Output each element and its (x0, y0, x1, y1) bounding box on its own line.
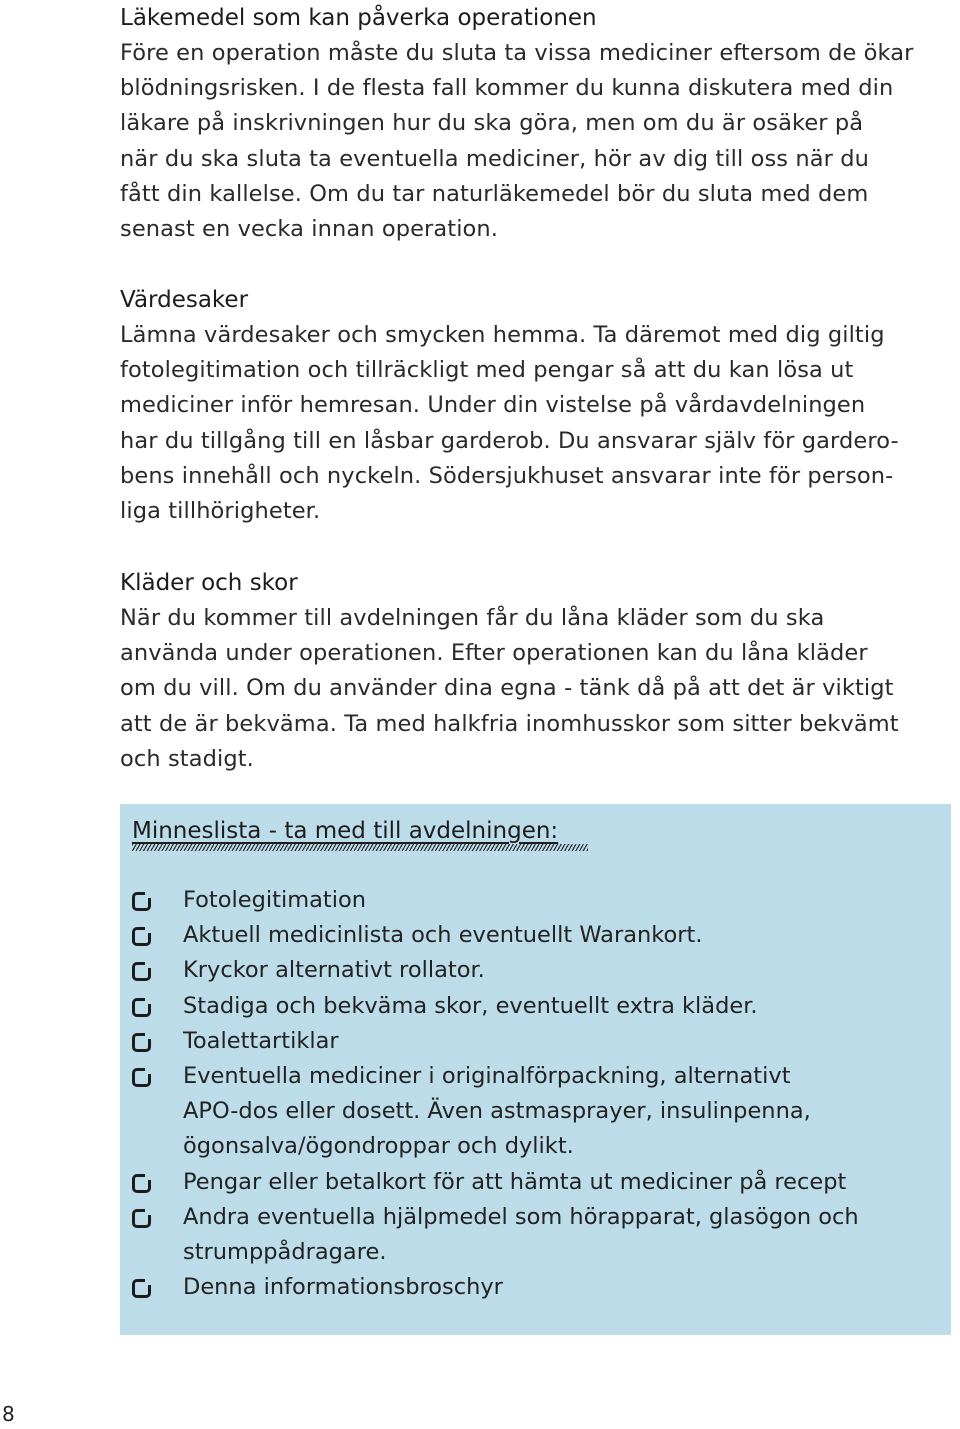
checklist-item (120, 1270, 951, 1305)
page-number: 8 (2, 1402, 15, 1426)
paragraph-line: Lämna värdesaker och smycken hemma. Ta däremot med dig giltig (120, 322, 885, 348)
section-heading: Kläder och skor (120, 570, 298, 596)
paragraph-line: blödningsrisken. I de flesta fall kommer du kunna diskutera med din (120, 75, 894, 102)
section-klader-och-skor (120, 566, 955, 777)
checklist-title: Minneslista - ta med till avdelningen: (132, 818, 559, 844)
checkbox-icon (132, 892, 151, 911)
checklist-item-text: Denna informationsbroschyr (183, 1274, 503, 1301)
section-heading: Läkemedel som kan påverka operationen (120, 5, 597, 31)
paragraph-line: senast en vecka innan operation. (120, 216, 499, 243)
section-heading: Värdesaker (120, 287, 249, 313)
checklist-item-text: Fotolegitimation (183, 887, 366, 913)
checkbox-icon (132, 1174, 151, 1193)
checklist-item (120, 883, 951, 918)
paragraph-line: mediciner inför hemresan. Under din vistelse på vårdavdelningen (120, 392, 866, 419)
paragraph-line: har du tillgång till en låsbar garderob. Du ansvarar själv för gardero- (120, 427, 899, 454)
checkbox-icon (132, 927, 151, 946)
checklist-item-text: Aktuell medicinlista och eventuellt Warankort. (183, 922, 703, 949)
paragraph-line: fotolegitimation och tillräckligt med pengar så att du kan lösa ut (120, 357, 854, 384)
paragraph-line: fått din kallelse. Om du tar naturläkemedel bör du sluta med dem (120, 180, 869, 207)
section-paragraph (120, 318, 955, 529)
checklist-item (120, 918, 951, 953)
checklist-item (120, 1059, 951, 1165)
checkbox-icon (132, 1033, 151, 1052)
paragraph-line: att de är bekväma. Ta med halkfria inomhusskor som sitter bekvämt (120, 710, 899, 737)
checkbox-icon (132, 1279, 151, 1298)
checklist-item-text: APO-dos eller dosett. Även astmasprayer, insulinpenna, (183, 1098, 811, 1125)
paragraph-line: När du kommer till avdelningen får du låna kläder som du ska (120, 605, 825, 631)
section-lakemedel (120, 1, 955, 247)
checkbox-icon (132, 998, 151, 1017)
checklist-item-text: Pengar eller betalkort för att hämta ut mediciner på recept (183, 1168, 847, 1195)
checklist-box (120, 804, 951, 1335)
paragraph-line: och stadigt. (120, 745, 254, 772)
checklist (120, 883, 951, 1305)
checklist-item (120, 1165, 951, 1200)
checklist-item (120, 953, 951, 988)
checklist-item-text: Kryckor alternativt rollator. (183, 957, 485, 984)
paragraph-line: om du vill. Om du använder dina egna - tänk då på att det är viktigt (120, 675, 894, 702)
checklist-item-text: Toalettartiklar (183, 1027, 339, 1054)
paragraph-line: när du ska sluta ta eventuella mediciner, hör av dig till oss när du (120, 145, 869, 172)
checklist-item-text: ögonsalva/ögondroppar och dylikt. (183, 1133, 574, 1160)
paragraph-line: Före en operation måste du sluta ta vissa mediciner eftersom de ökar (120, 40, 914, 66)
checkbox-icon (132, 962, 151, 981)
paragraph-line: liga tillhörigheter. (120, 498, 321, 525)
checkbox-icon (132, 1209, 151, 1228)
checklist-item-text: Stadiga och bekväma skor, eventuellt extra kläder. (183, 992, 758, 1019)
paragraph-line: läkare på inskrivningen hur du ska göra, men om du är osäker på (120, 110, 864, 137)
checklist-item (120, 1200, 951, 1270)
paragraph-line: använda under operationen. Efter operationen kan du låna kläder (120, 640, 868, 667)
checkbox-icon (132, 1068, 151, 1087)
checklist-item-text: Andra eventuella hjälpmedel som hörapparat, glasögon och (183, 1203, 859, 1230)
checklist-item-text: strumppådragare. (183, 1239, 387, 1266)
section-paragraph (120, 36, 955, 247)
checklist-item (120, 1024, 951, 1059)
section-paragraph (120, 601, 955, 777)
paragraph-line: bens innehåll och nyckeln. Södersjukhuset ansvarar inte för person- (120, 462, 894, 489)
hatched-divider (132, 844, 588, 851)
checklist-item-text: Eventuella mediciner i originalförpackning, alternativt (183, 1063, 791, 1090)
checklist-item (120, 989, 951, 1024)
section-vardesaker (120, 283, 955, 529)
